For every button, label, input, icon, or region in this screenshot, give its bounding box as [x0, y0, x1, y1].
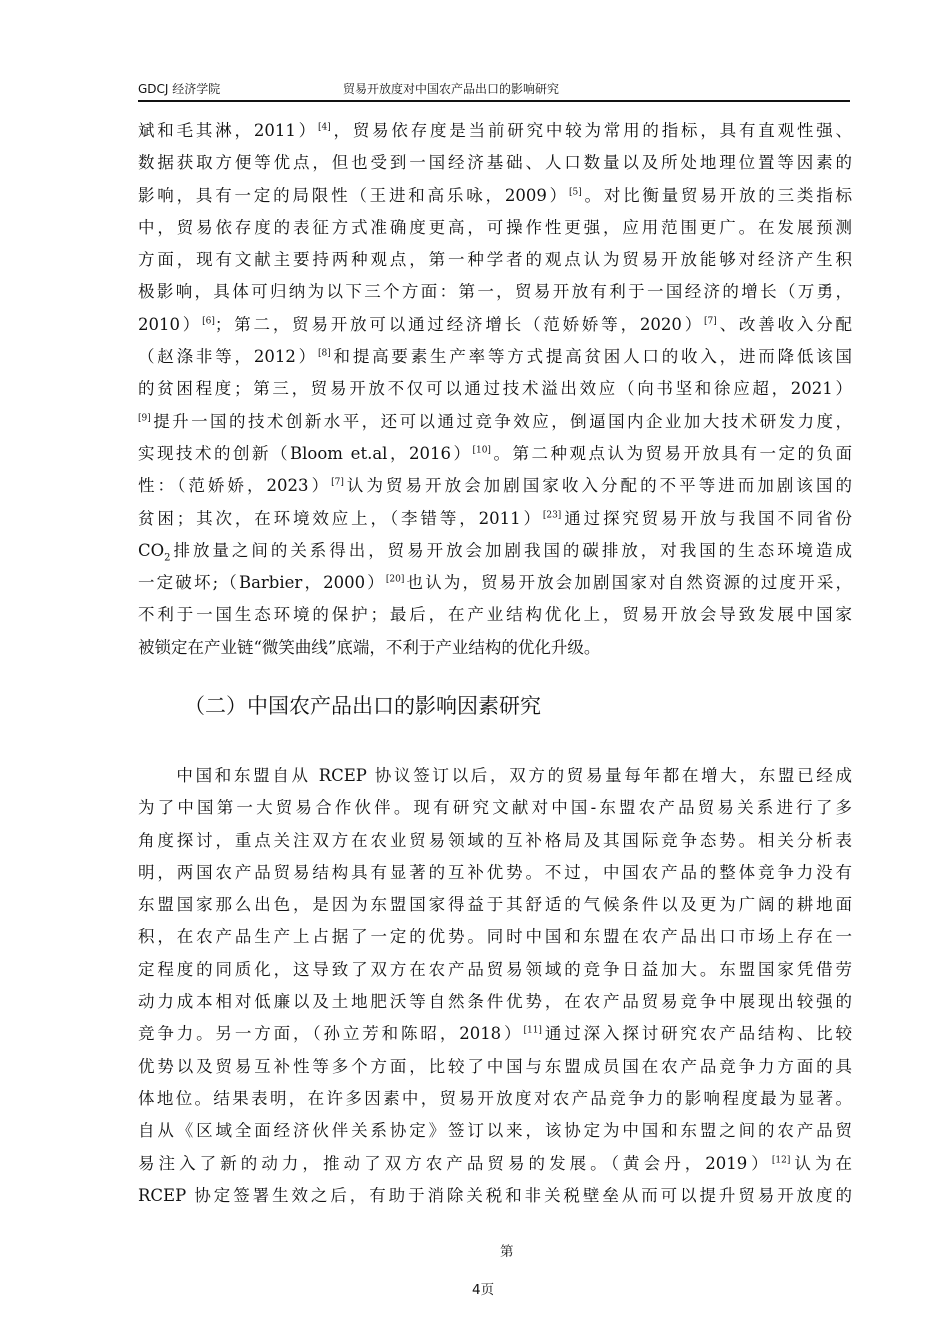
header-institution: GDCJ 经济学院 [138, 82, 221, 96]
header-title: 贸易开放度对中国农产品出口的影响研究 [343, 82, 560, 96]
text-line: 优势以及贸易互补性等多个方面，比较了中国与东盟成员国在农产品竞争力方面的具 [138, 1056, 852, 1076]
citation: [10] [472, 445, 491, 456]
page-number-prefix: 第 [500, 1244, 514, 1260]
text-line: $CO_2$排放量之间的关系得出，贸易开放会加剧我国的碳排放，对我国的生态环境造成 [138, 540, 852, 564]
text-line: （赵涤非等，2012）[8]和提高要素生产率等方式提高贫困人口的收入，进而降低该国 [138, 347, 852, 367]
text-line: 为了中国第一大贸易合作伙伴。现有研究文献对中国-东盟农产品贸易关系进行了多 [138, 798, 852, 818]
citation: [7] [704, 316, 717, 327]
citation: [8] [317, 348, 331, 359]
text-line: 动力成本相对低廉以及土地肥沃等自然条件优势，在农产品贸易竞争中展现出较强的 [138, 992, 852, 1012]
text-line: 自从《区域全面经济伙伴关系协定》签订以来，该协定为中国和东盟之间的农产品贸 [138, 1121, 852, 1141]
text-line: RCEP 协定签署生效之后，有助于消除关税和非关税壁垒从而可以提升贸易开放度的 [138, 1185, 852, 1205]
section-heading: （二）中国农产品出口的影响因素研究 [184, 694, 541, 718]
text-line: 中，贸易依存度的表征方式准确度更高，可操作性更强，应用范围更广。在发展预测 [138, 217, 852, 237]
citation: [11] [523, 1025, 542, 1036]
citation: [4] [317, 122, 331, 133]
text-line: 数据获取方便等优点，但也受到一国经济基础、人口数量以及所处地理位置等因素的 [138, 153, 852, 173]
text-line: 明，两国农产品贸易结构具有显著的互补优势。不过，中国农产品的整体竞争力没有 [138, 862, 852, 882]
text-line: 中国和东盟自从 RCEP 协议签订以后，双方的贸易量每年都在增大，东盟已经成 [138, 766, 852, 785]
text-line: 定程度的同质化，这导致了双方在农产品贸易领域的竞争日益加大。东盟国家凭借劳 [138, 959, 852, 979]
citation: [20] [385, 574, 405, 585]
text-line: 积，在农产品生产上占据了一定的优势。同时中国和东盟在农产品出口市场上存在一 [138, 927, 852, 947]
citation: [9] [138, 413, 151, 424]
header-divider [138, 100, 850, 102]
citation: [5] [568, 187, 582, 198]
citation: [23] [542, 510, 562, 521]
text-line: 被锁定在产业链“微笑曲线”底端，不利于产业结构的优化升级。 [138, 637, 601, 657]
text-line: 2010）[6]；第二，贸易开放可以通过经济增长（范娇娇等，2020）[7]、改善收入分配 [138, 314, 853, 334]
text-line: 方面，现有文献主要持两种观点，第一种学者的观点认为贸易开放能够对经济产生积 [138, 250, 852, 270]
text-line: 极影响，具体可归纳为以下三个方面：第一，贸易开放有利于一国经济的增长（万勇， [138, 282, 852, 302]
text-line: 贫困；其次，在环境效应上，（李错等，2011）[23]通过探究贸易开放与我国不同省份 [138, 508, 852, 528]
text-line: 一定破坏;（Barbier，2000）[20]也认为，贸易开放会加剧国家对自然资源的过度开采， [138, 573, 852, 593]
text-line: 影响，具有一定的局限性（王进和高乐咏，2009）[5]。对比衡量贸易开放的三类指标 [138, 185, 853, 205]
text-line: 的贫困程度；第三，贸易开放不仅可以通过技术溢出效应（向书坚和徐应超，2021） [138, 379, 852, 399]
text-line: 竞争力。另一方面，（孙立芳和陈昭，2018）[11]通过深入探讨研究农产品结构、比较 [138, 1024, 853, 1044]
text-line: 角度探讨，重点关注双方在农业贸易领域的互补格局及其国际竞争态势。相关分析表 [138, 830, 852, 850]
citation: [7] [331, 477, 344, 488]
page-header [138, 76, 850, 98]
page-number: 4页 [472, 1282, 495, 1298]
subscript: 2 [164, 552, 171, 564]
text-line: 体地位。结果表明，在许多因素中，贸易开放度对农产品竞争力的影响程度最为显著。 [138, 1088, 852, 1108]
text-line: 斌和毛其淋，2011）[4]，贸易依存度是当前研究中较为常用的指标，具有直观性强、 [138, 121, 852, 140]
text-line: [9]提升一国的技术创新水平，还可以通过竞争效应，倒逼国内企业加大技术研发力度， [138, 411, 852, 431]
text-line: 实现技术的创新（Bloom et.al，2016）[10]。第二种观点认为贸易开放具有一定的负面 [138, 443, 852, 463]
text-line: 不利于一国生态环境的保护；最后，在产业结构优化上，贸易开放会导致发展中国家 [138, 605, 852, 625]
text-line: 性：（范娇娇，2023）[7]认为贸易开放会加剧国家收入分配的不平等进而加剧该国的 [138, 476, 853, 496]
citation: [6] [202, 316, 215, 327]
citation: [12] [771, 1155, 791, 1166]
paragraph-export-factors [138, 760, 852, 1212]
paragraph-literature-review [138, 115, 852, 664]
text-line: 东盟国家那么出色，是因为东盟国家得益于其舒适的气候条件以及更为广阔的耕地面 [138, 895, 852, 915]
text-line: 易注入了新的动力，推动了双方农产品贸易的发展。（黄会丹，2019）[12]认为在 [138, 1153, 853, 1173]
